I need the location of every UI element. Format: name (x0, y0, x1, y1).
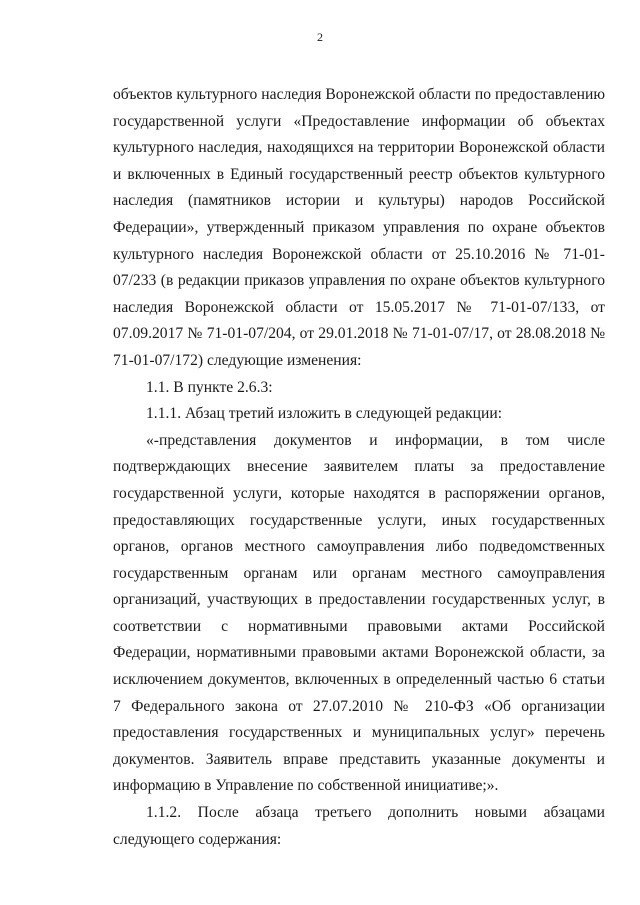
intro-paragraph: объектов культурного наследия Воронежской области по предоставлению государственной услуги «Предоставление информации об объектах культурного наследия, находящихся на территории Воронежской области и включенных в Единый государственный реестр объектов культурного наследия (памятников истории и культуры) народов Российской Федерации», утвержденный приказом управления по охране объектов культурного наследия Воронежской области от 25.10.2016 № 71-01-07/233 (в редакции приказов управления по охране объектов культурного наследия Воронежской области от 15.05.2017 № 71-01-07/133, от 07.09.2017 № 71-01-07/204, от 29.01.2018 № 71-01-07/17, от 28.08.2018 № 71-01-07/172) следующие изменения: (113, 86, 605, 369)
clause-1-1: 1.1. В пункте 2.6.3: (146, 378, 273, 396)
quoted-paragraph: «-представления документов и информации, в том числе подтверждающих внесение заявителем платы за предоставление государственной услуги, которые находятся в распоряжении органов, предоставляющих государственные услуги, иных государственных органов, органов местного самоуправления либо подведомственных государственным органам или органам местного самоуправления организаций, участвующих в предоставлении государственных услуг, в соответствии с нормативными правовыми актами Российской Федерации, нормативными правовыми актами Воронежской области, за исключением документов, включенных в определенный частью 6 статьи 7 Федерального закона от 27.07.2010 № 210-ФЗ «Об организации предоставления государственных и муниципальных услуг» перечень документов. Заявитель вправе представить указанные документы и информацию в Управление по собственной инициативе;». (113, 431, 605, 795)
clause-1-1-2: 1.1.2. После абзаца третьего дополнить новыми абзацами следующего содержания: (113, 804, 605, 848)
page-number: 2 (317, 30, 323, 44)
document-body (113, 82, 605, 853)
clause-1-1-1: 1.1.1. Абзац третий изложить в следующей редакции: (146, 405, 503, 423)
